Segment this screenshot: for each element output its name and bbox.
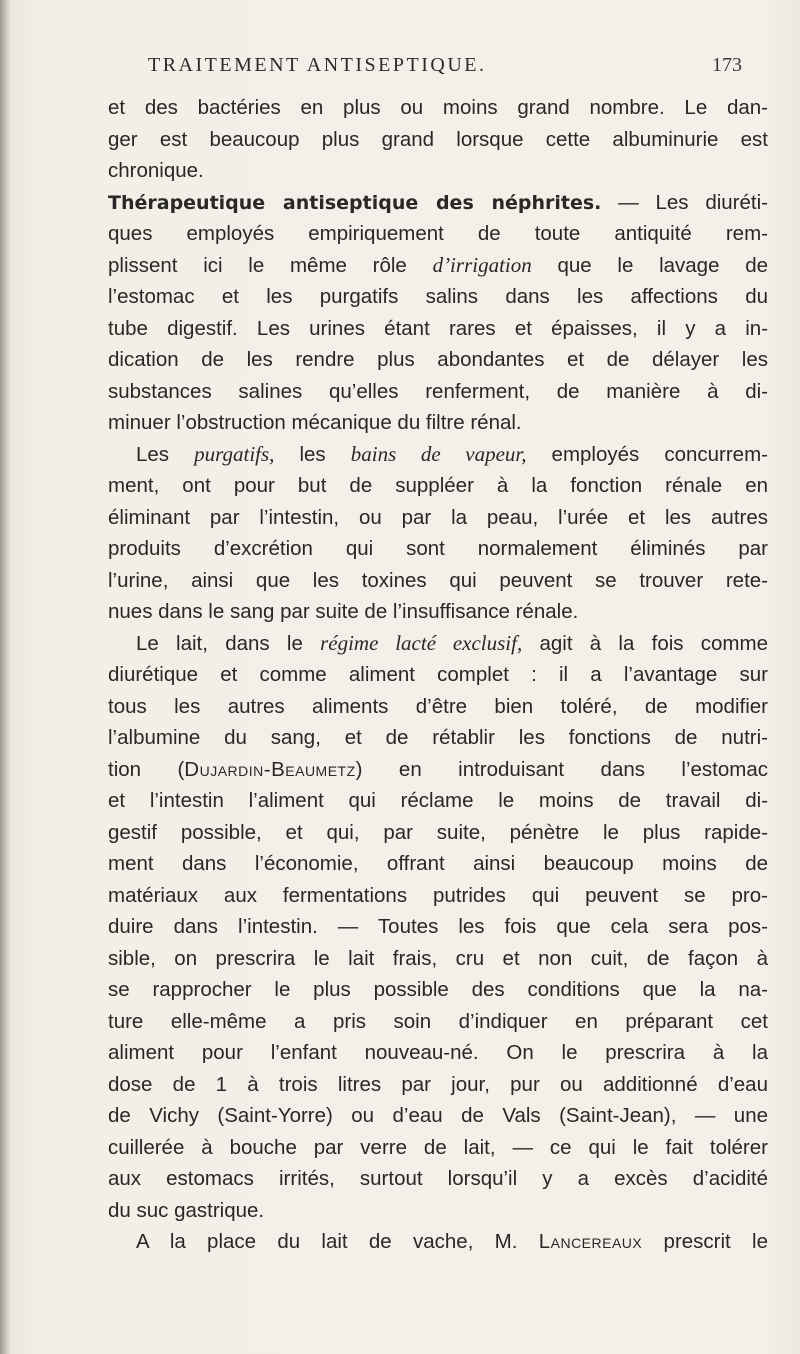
text-line: aliment pour l’enfant nouveau-né. On le prescrira à la [108, 1041, 768, 1064]
text-run: Les [136, 442, 195, 466]
text-run: plissent ici le même rôle [108, 253, 433, 277]
text-line: ques employés empiriquement de toute antiquité rem- [108, 222, 768, 245]
page-header [148, 54, 760, 84]
text-line: éliminant par l’intestin, ou par la peau, l’urée et les autres [108, 505, 768, 529]
text-line [108, 754, 768, 786]
text-line: matériaux aux fermentations putrides qui peuvent se pro- [108, 883, 768, 907]
text-line [108, 250, 768, 282]
text-line: et des bactéries en plus ou moins grand nombre. Le dan- [108, 96, 768, 119]
running-title: TRAITEMENT ANTISEPTIQUE. [148, 54, 487, 76]
text-line: l’albumine du sang, et de rétablir les fonctions de nutri- [108, 726, 768, 749]
author-name: Lancereaux [538, 1230, 643, 1253]
text-run: tion ( [108, 757, 185, 781]
text-run: agit à la fois comme [522, 631, 768, 655]
text-line [108, 1226, 768, 1258]
text-line: ture elle-même a pris soin d’indiquer en préparant cet [108, 1009, 768, 1033]
binding-edge [0, 0, 10, 1354]
italic-term: d’irrigation [432, 252, 532, 277]
section-heading: Thérapeutique antiseptique des néphrites. [108, 191, 602, 214]
text-line: dication de les rendre plus abondantes et de délayer les [108, 348, 768, 371]
text-line: ment dans l’économie, offrant ainsi beaucoup moins de [108, 852, 768, 875]
text-line: cuillerée à bouche par verre de lait, — ce qui le fait tolérer [108, 1135, 768, 1159]
text-run: Le lait, dans le [136, 631, 321, 655]
text-line: se rapprocher le plus possible des conditions que la na- [108, 978, 768, 1001]
text-run: ) en introduisant dans l’estomac [355, 757, 768, 781]
text-run: A la place du lait de vache, M. [136, 1230, 539, 1253]
text-line [108, 439, 768, 471]
text-line-section-heading [108, 187, 768, 219]
text-line: de Vichy (Saint-Yorre) ou d’eau de Vals (Saint-Jean), — une [108, 1104, 768, 1127]
text-run: employés concurrem- [526, 442, 768, 466]
text-line: dose de 1 à trois litres par jour, pur ou additionné d’eau [108, 1072, 768, 1096]
text-line: aux estomacs irrités, surtout lorsqu’il y a excès d’acidité [108, 1167, 768, 1190]
text-line: substances salines qu’elles renferment, de manière à di- [108, 379, 768, 403]
text-line: gestif possible, et qui, par suite, pénètre le plus rapide- [108, 820, 768, 844]
italic-term: régime lacté exclusif, [320, 630, 523, 655]
text-line: ger est beaucoup plus grand lorsque cette albuminurie est [108, 127, 768, 151]
text-line: diurétique et comme aliment complet : il a l’avantage sur [108, 663, 768, 686]
text-line: l’urine, ainsi que les toxines qui peuvent se trouver rete- [108, 568, 768, 592]
text-run: prescrit le [642, 1230, 768, 1253]
text-line: chronique. [108, 159, 204, 182]
text-line: et l’intestin l’aliment qui réclame le moins de travail di- [108, 789, 768, 812]
text-line: duire dans l’intestin. — Toutes les fois que cela sera pos- [108, 915, 768, 938]
text-line: sible, on prescrira le lait frais, cru et non cuit, de façon à [108, 946, 768, 970]
text-line: tous les autres aliments d’être bien toléré, de modifier [108, 694, 768, 718]
text-line [108, 628, 768, 660]
text-line: l’estomac et les purgatifs salins dans les affections du [108, 285, 768, 308]
text-run: que le lavage de [531, 253, 768, 277]
text-line: produits d’excrétion qui sont normalement éliminés par [108, 537, 768, 560]
text-run: les [274, 442, 351, 466]
author-name: Dujardin-Beaumetz [184, 757, 356, 781]
text-line: nues dans le sang par suite de l’insuffisance rénale. [108, 600, 579, 623]
text-line: du suc gastrique. [108, 1198, 265, 1222]
text-line: ment, ont pour but de suppléer à la fonction rénale en [108, 474, 768, 497]
heading-continuation: — Les diuréti- [601, 190, 768, 214]
italic-term: bains de vapeur, [350, 441, 527, 466]
page-number: 173 [712, 54, 742, 76]
italic-term: purgatifs, [194, 441, 275, 466]
text-line: tube digestif. Les urines étant rares et épaisses, il y a in- [108, 316, 768, 340]
body-text [108, 92, 768, 1258]
text-line: minuer l’obstruction mécanique du filtre rénal. [108, 411, 522, 434]
